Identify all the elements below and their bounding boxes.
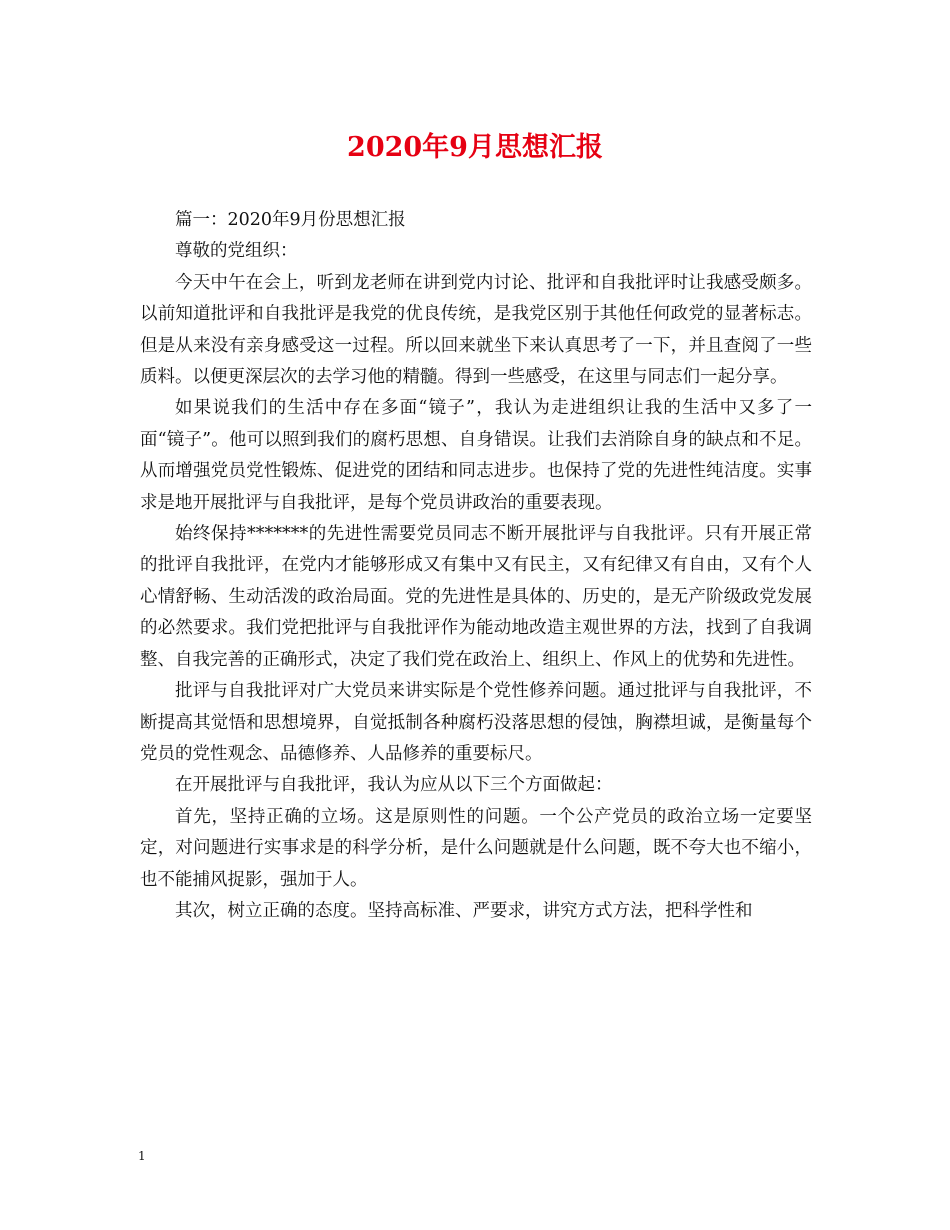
body-paragraph: 在开展批评与自我批评，我认为应从以下三个方面做起： bbox=[175, 775, 613, 796]
body-paragraph: 始终保持*******的先进性需要党员同志不断开展批评与自我批评。只有开展正常的批评自我批评，在党内才能够形成又有集中又有民主，又有纪律又有自由，又有个人心情舒畅、生动活泼的政治局面。党的先进性是具体的、历史的，是无产阶级政党发展的必然要求。我们党把批评与自我批评作为能动地改造主观世界的方法，找到了自我调整、自我完善的正确形式，决定了我们党在政治上、组织上、作风上的优势和先进性。 bbox=[140, 524, 812, 670]
salutation: 尊敬的党组织： bbox=[175, 241, 298, 262]
body-paragraph: 其次，树立正确的态度。坚持高标准、严要求，讲究方式方法，把科学性和 bbox=[175, 900, 753, 921]
section-heading: 篇一：2020年9月份思想汇报 bbox=[175, 210, 406, 230]
body-paragraph: 首先，坚持正确的立场。这是原则性的问题。一个公产党员的政治立场一定要坚定，对问题进行实事求是的科学分析，是什么问题就是什么问题，既不夸大也不缩小，也不能捕风捉影，强加于人。 bbox=[140, 806, 812, 890]
body-paragraph: 批评与自我批评对广大党员来讲实际是个党性修养问题。通过批评与自我批评，不断提高其觉悟和思想境界，自觉抵制各种腐朽没落思想的侵蚀，胸襟坦诚，是衡量每个党员的党性观念、品德修养、人品修养的重要标尺。 bbox=[140, 681, 812, 764]
page-number: 1 bbox=[138, 1149, 146, 1163]
body-paragraph: 今天中午在会上，听到龙老师在讲到党内讨论、批评和自我批评时让我感受颇多。以前知道批评和自我批评是我党的优良传统，是我党区别于其他任何政党的显著标志。但是从来没有亲身感受这一过程。所以回来就坐下来认真思考了一下，并且查阅了一些质料。以便更深层次的去学习他的精髓。得到一些感受，在这里与同志们一起分享。 bbox=[140, 272, 812, 388]
document-body bbox=[140, 205, 812, 927]
document-title: 2020年9月思想汇报 bbox=[347, 132, 603, 163]
body-paragraph: 如果说我们的生活中存在多面“镜子”，我认为走进组织让我的生活中又多了一面“镜子”。他可以照到我们的腐朽思想、自身错误。让我们去消除自身的缺点和不足。从而增强党员党性锻炼、促进党的团结和同志进步。也保持了党的先进性纯洁度。实事求是地开展批评与自我批评，是每个党员讲政治的重要表现。 bbox=[140, 398, 812, 513]
